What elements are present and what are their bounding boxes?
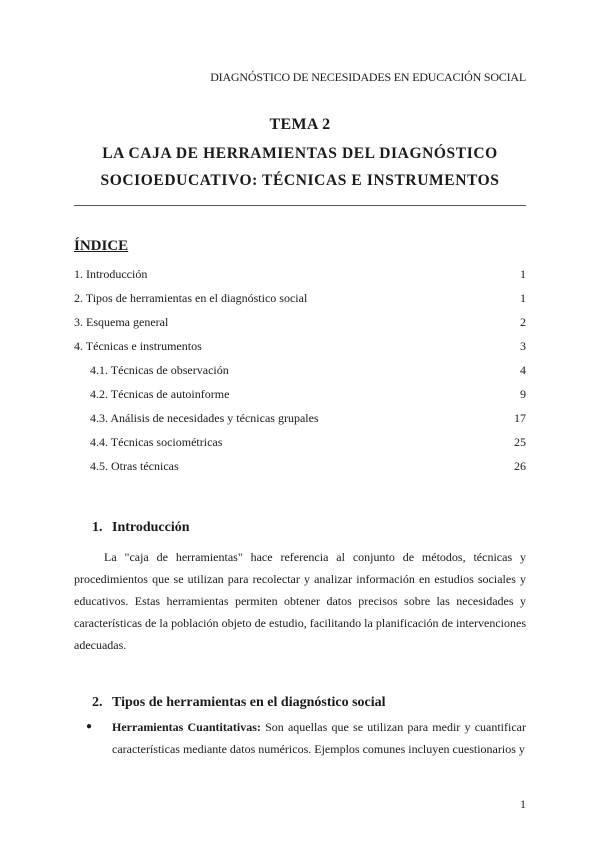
document-title-line-1: LA CAJA DE HERRAMIENTAS DEL DIAGNÓSTICO — [102, 145, 498, 162]
toc-item-page: 1 — [520, 291, 526, 305]
toc-item-label: 4.3. Análisis de necesidades y técnicas grupales — [90, 411, 319, 425]
toc-item-page: 2 — [520, 315, 526, 329]
toc-item-label: 3. Esquema general — [74, 315, 169, 329]
toc-item-label: 4.4. Técnicas sociométricas — [90, 435, 223, 449]
section-number: 1. — [92, 520, 103, 535]
bullet-term: Herramientas Cuantitativas: — [112, 720, 261, 734]
toc-subitem[interactable] — [74, 406, 526, 430]
toc-subitem[interactable] — [74, 358, 526, 382]
document-title-line-2: SOCIOEDUCATIVO: TÉCNICAS E INSTRUMENTOS — [100, 172, 500, 189]
index-heading: ÍNDICE — [74, 238, 129, 254]
toc-item[interactable] — [74, 334, 526, 358]
toc-subitem[interactable] — [74, 454, 526, 478]
toc-item-label: 4.2. Técnicas de autoinforme — [90, 387, 230, 401]
bullet-dot-icon: ● — [86, 721, 93, 732]
bullet-item — [74, 716, 526, 760]
tema-label: TEMA 2 — [269, 116, 331, 133]
section-number: 2. — [92, 695, 103, 710]
page-number: 1 — [520, 797, 526, 811]
toc-item-page: 3 — [520, 339, 526, 353]
toc-item-page: 4 — [520, 363, 526, 377]
toc-item-label: 1. Introducción — [74, 267, 148, 281]
toc-subitem[interactable] — [74, 382, 526, 406]
toc-item-page: 9 — [520, 387, 526, 401]
paragraph-text: La "caja de herramientas" hace referencia al conjunto de métodos, técnicas y procedimientos que se utilizan para recolectar y analizar información en estudios sociales y educativos. Estas herramientas permiten obtener datos precisos sobre las necesidades y características de la población objeto de estudio, facilitando la planificación de intervenciones adecuadas. — [74, 550, 526, 652]
toc-item-label: 4.5. Otras técnicas — [90, 459, 179, 473]
toc-item-label: 2. Tipos de herramientas en el diagnóstico social — [74, 291, 308, 305]
toc-item-label: 4. Técnicas e instrumentos — [74, 339, 202, 353]
running-header: DIAGNÓSTICO DE NECESIDADES EN EDUCACIÓN SOCIAL — [210, 70, 526, 84]
toc-item-page: 26 — [514, 459, 526, 473]
toc-item-page: 17 — [514, 411, 526, 425]
toc-item-label: 4.1. Técnicas de observación — [90, 363, 229, 377]
toc-item[interactable] — [74, 286, 526, 310]
section-title: Introducción — [112, 520, 190, 535]
section-title: Tipos de herramientas en el diagnóstico social — [112, 695, 386, 710]
toc-item[interactable] — [74, 310, 526, 334]
section-1-paragraph — [74, 546, 526, 656]
toc-item-page: 1 — [520, 267, 526, 281]
table-of-contents — [74, 262, 526, 478]
bullet-text: Son aquellas que se utilizan para medir y cuantificar características mediante datos numéricos. Ejemplos comunes incluyen cuestionarios y — [112, 720, 526, 756]
toc-item[interactable] — [74, 262, 526, 286]
toc-item-page: 25 — [514, 435, 526, 449]
title-divider — [74, 205, 526, 206]
toc-subitem[interactable] — [74, 430, 526, 454]
